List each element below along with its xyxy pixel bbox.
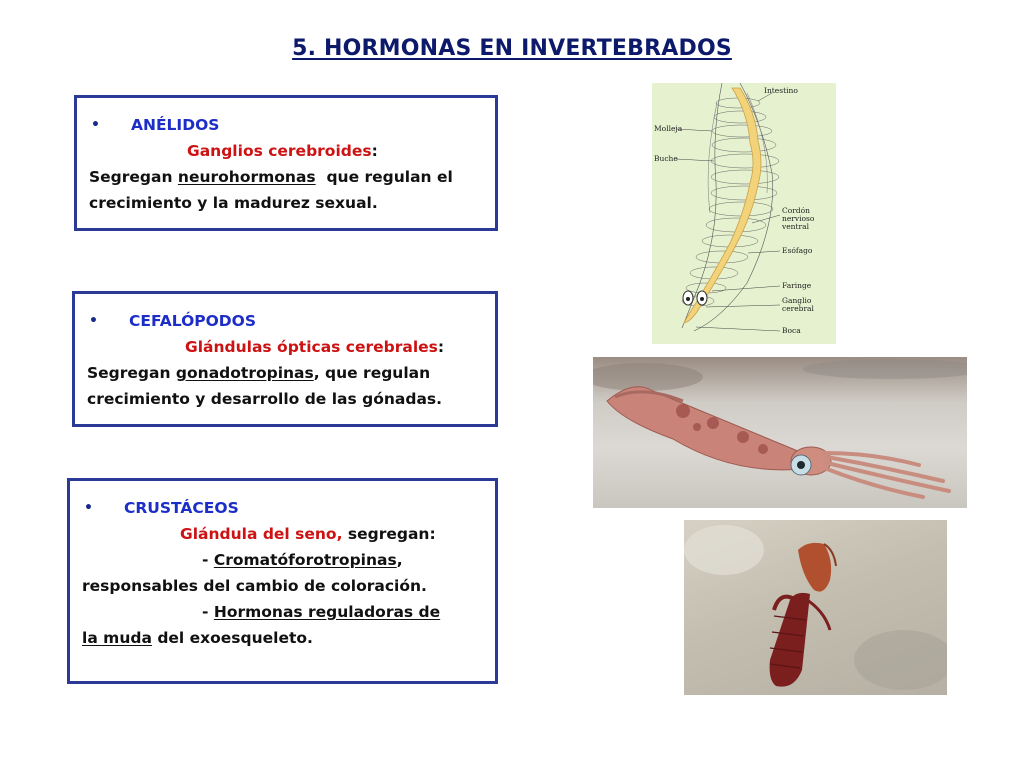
crustaceos-box: • CRUSTÁCEOS Glándula del seno, segregan: - Cromatóforotropinas, responsables del cambio de coloración. - Hormonas reguladoras de la muda del exoesqueleto.: [67, 478, 498, 684]
label-faringe: Faringe: [782, 281, 812, 290]
cromatoforotropinas-term: Cromatóforotropinas: [213, 551, 397, 569]
crustaceos-heading: CRUSTÁCEOS: [124, 499, 239, 517]
bullet: •: [89, 313, 98, 329]
anelidos-box: • ANÉLIDOS Ganglios cerebroides: Segregan neurohormonas que regulan el crecimiento y la madurez sexual.: [74, 95, 498, 231]
page-title: 5. HORMONAS EN INVERTEBRADOS: [292, 36, 732, 61]
cefalopodos-box: • CEFALÓPODOS Glándulas ópticas cerebrales: Segregan gonadotropinas, que regulan crecimiento y desarrollo de las gónadas.: [72, 291, 498, 427]
label-molleja: Molleja: [654, 124, 683, 133]
gonadotropinas-term: gonadotropinas: [175, 364, 314, 382]
anelidos-heading: ANÉLIDOS: [131, 116, 220, 134]
label-esofago: Esófago: [782, 246, 813, 255]
earthworm-anatomy-image: [652, 83, 836, 344]
crayfish-photo: [684, 520, 947, 695]
label-cordon: Cordón nervioso ventral: [782, 206, 815, 231]
anelidos-text: crecimiento y la madurez sexual.: [89, 194, 378, 212]
label-intestino: Intestino: [764, 86, 798, 95]
squid-drawing: [593, 357, 967, 508]
cefalopodos-text: crecimiento y desarrollo de las gónadas.: [87, 390, 443, 408]
bullet: •: [84, 500, 93, 516]
cefalopodos-heading: CEFALÓPODOS: [129, 312, 257, 330]
label-ganglio: Ganglio cerebral: [782, 296, 814, 313]
bullet: •: [91, 117, 100, 133]
crayfish-drawing: [684, 520, 947, 695]
squid-photo: [593, 357, 967, 508]
cefalopodos-gland: Glándulas ópticas cerebrales: [185, 338, 438, 356]
label-buche: Buche: [654, 154, 678, 163]
anelidos-gland: Ganglios cerebroides: [187, 142, 372, 160]
hormonas-muda-term: Hormonas reguladoras de: [213, 603, 441, 621]
neurohormonas-term: neurohormonas: [177, 168, 316, 186]
label-boca: Boca: [782, 326, 801, 335]
crustaceos-gland: Glándula del seno,: [180, 525, 343, 543]
